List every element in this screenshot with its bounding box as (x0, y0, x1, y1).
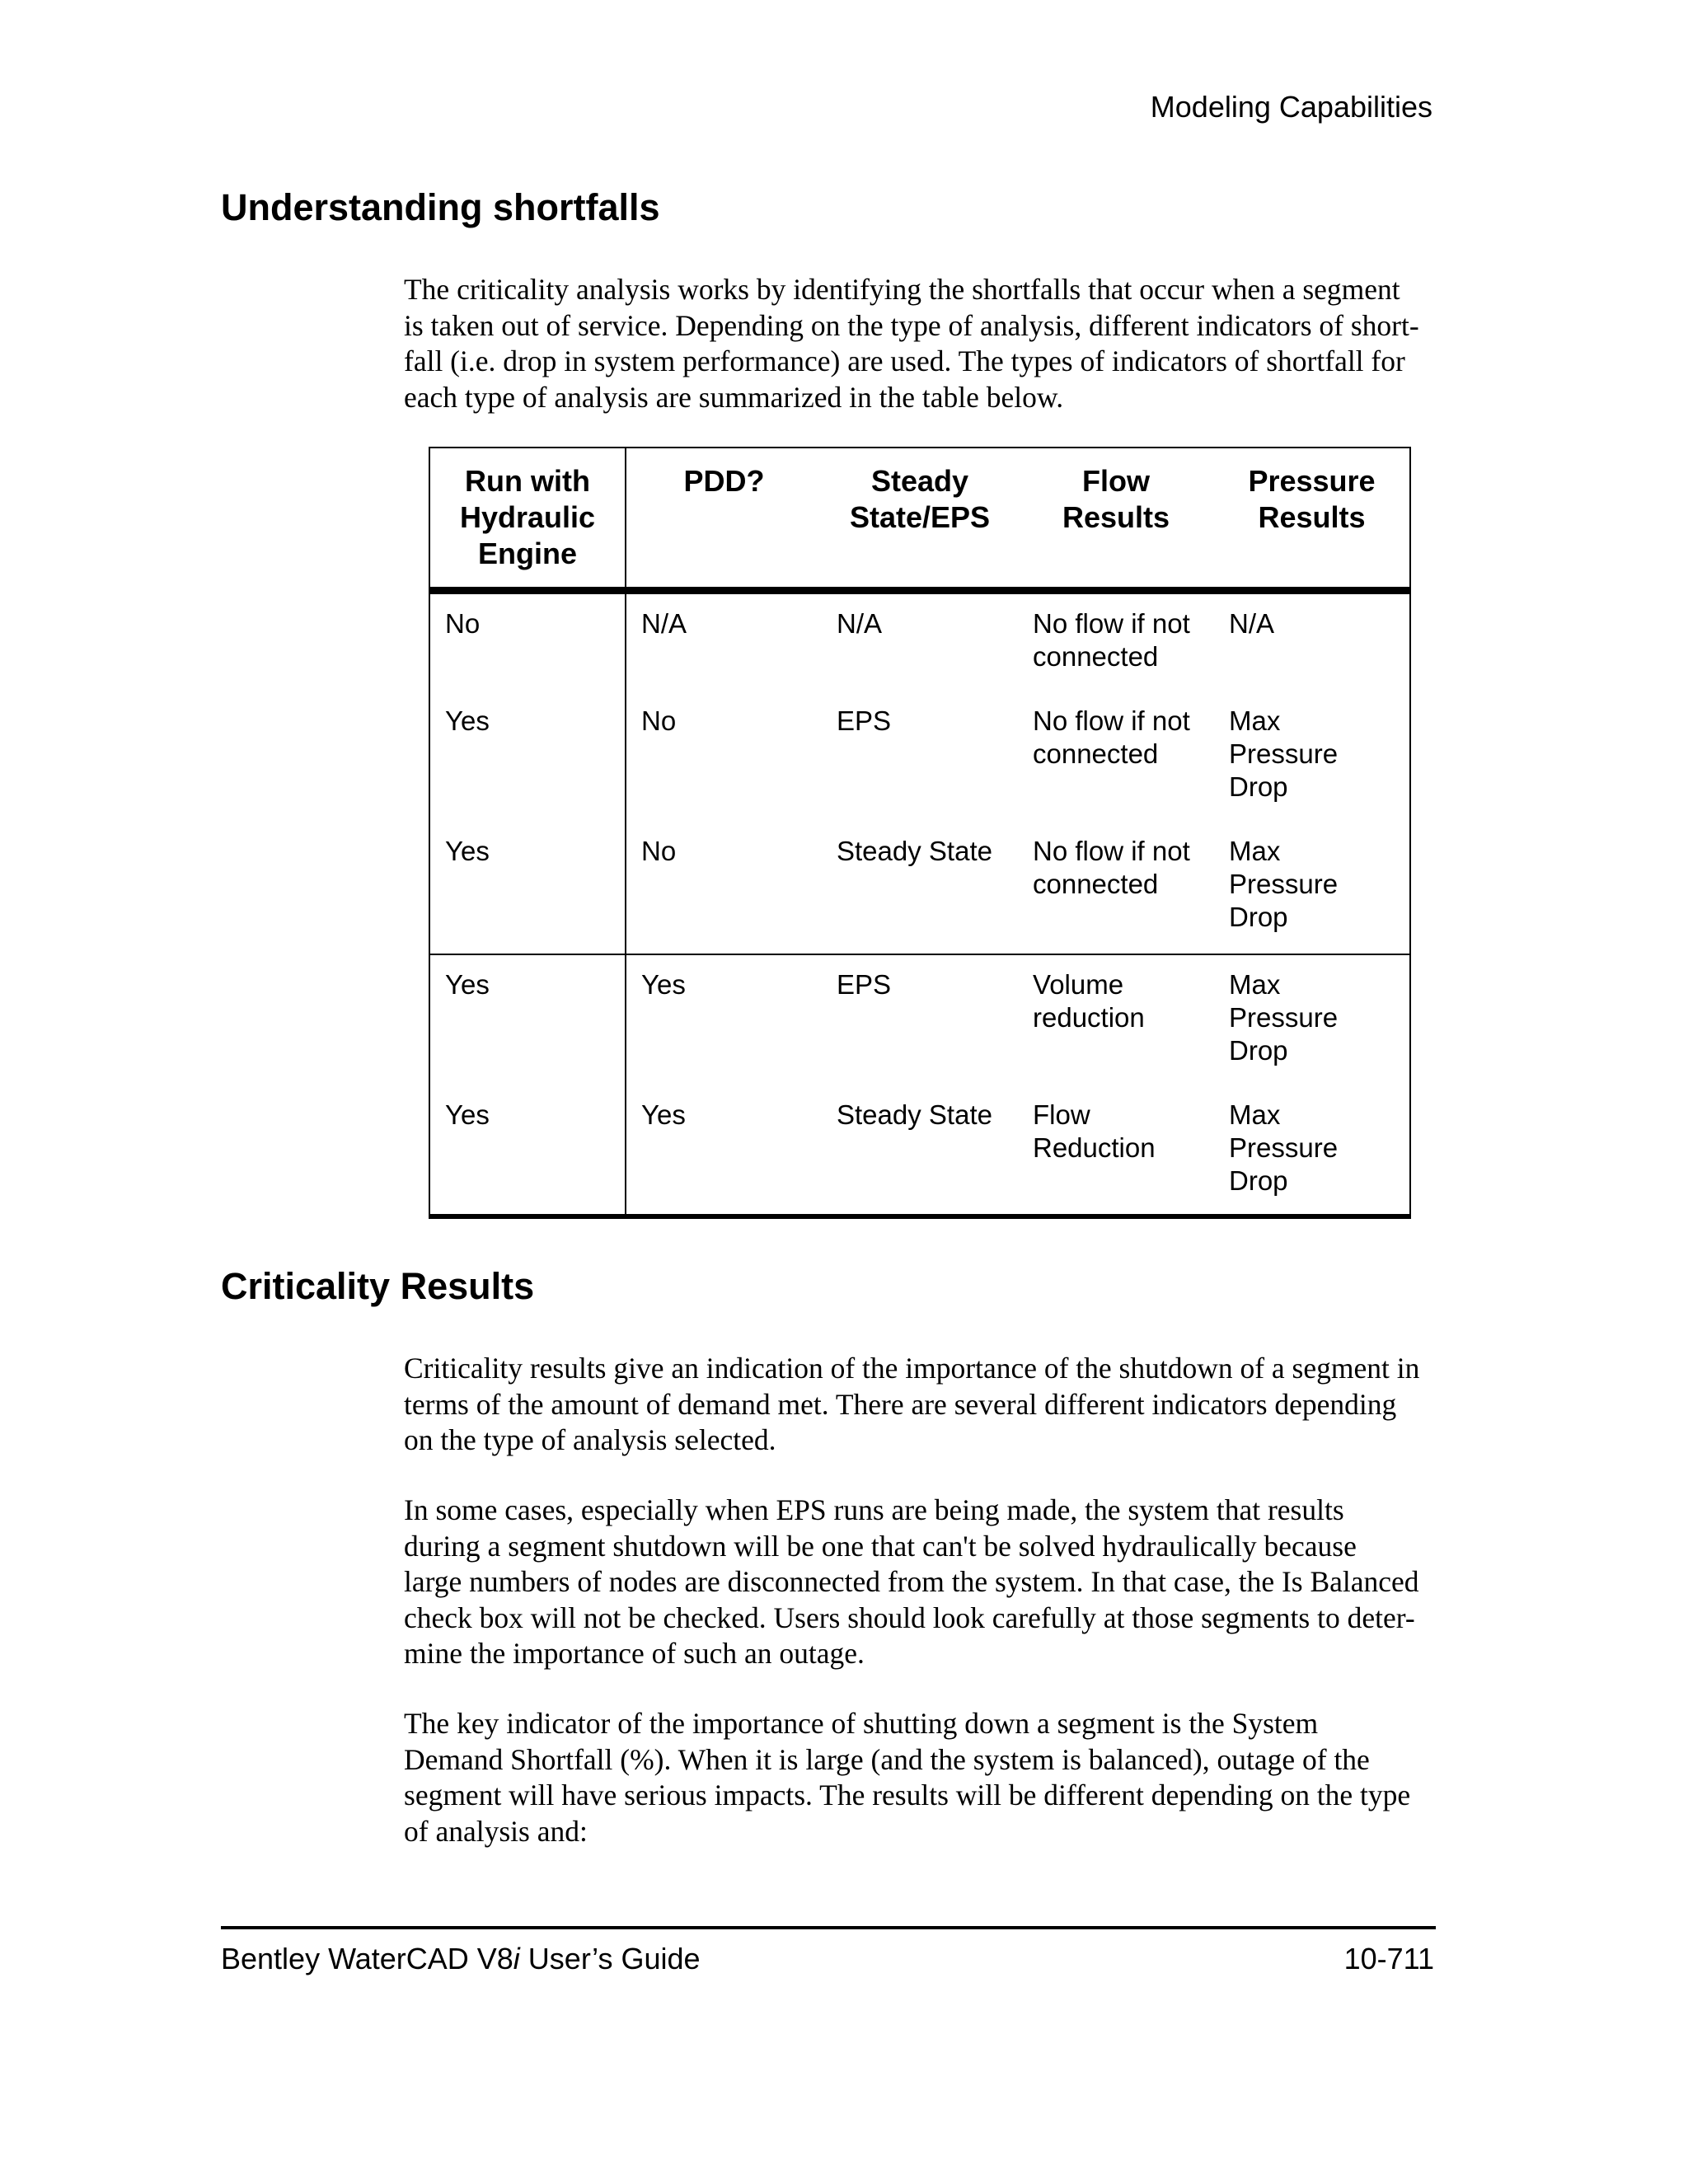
criticality-paragraph-1: Criticality results give an indication of the importance of the shutdown of a segment in terms of the amount of demand met. There are several different indicators depending on the type of analysis selected. (404, 1352, 1420, 1456)
table-cell: Yes (641, 1099, 686, 1130)
table-cell: Yes (429, 691, 626, 822)
footer-page-number: 10-711 (1343, 1942, 1434, 1975)
table-cell: No flow if not connected (1033, 608, 1190, 672)
shortfall-indicators-table (429, 447, 1411, 1219)
table-cell: Max Pressure Drop (1214, 822, 1410, 954)
criticality-paragraph-2: In some cases, especially when EPS runs are being made, the system that results during a segment shutdown will be one that can't be solved hydraulically because large numbers of nodes are disconnected from the system. In that case, the Is Balanced check box will not be checked. Users should look carefully at those segments to deter- mine the importance of such an outage. (404, 1493, 1419, 1670)
table-row (429, 954, 1410, 1085)
table-cell: Volume reduction (1033, 969, 1145, 1033)
table-cell: Steady State (822, 822, 1018, 954)
section-heading-understanding-shortfalls: Understanding shortfalls (221, 186, 660, 228)
header-steady-state-eps: Steady State/EPS (822, 448, 1018, 591)
table-cell: N/A (1229, 608, 1275, 639)
table-header-row (429, 448, 1410, 591)
table-cell: Yes (429, 822, 626, 954)
table-row (429, 591, 1410, 692)
table-cell: N/A (641, 608, 687, 639)
header-pdd: PDD? (626, 448, 822, 591)
criticality-paragraph-3: The key indicator of the importance of shutting down a segment is the System Demand Shortfall (%). When it is large (and the system is balanced), outage of the segment will have serious impacts. The results will be different depending on the type of analysis and: (404, 1707, 1411, 1848)
table-cell: N/A (837, 608, 883, 639)
header-pressure-results: Pressure Results (1214, 448, 1410, 591)
intro-paragraph: The criticality analysis works by identifying the shortfalls that occur when a segment is taken out of service. Depending on the type of analysis, different indicators of short- fall (i.e. drop in system performance) are used. The types of indicators of shortfall for each type of analysis are summarized in the table below. (404, 273, 1419, 414)
running-header: Modeling Capabilities (1150, 90, 1432, 124)
table-cell: Max Pressure Drop (1229, 969, 1339, 1066)
table-cell: Max Pressure Drop (1229, 1099, 1339, 1196)
table-cell: No flow if not connected (1033, 705, 1190, 769)
table-cell: Max Pressure Drop (1229, 705, 1339, 802)
table-cell: No (641, 705, 677, 736)
table-cell: No (429, 591, 626, 692)
table-cell: No (626, 822, 822, 954)
table-cell: Yes (429, 954, 626, 1085)
section-heading-criticality-results: Criticality Results (221, 1265, 535, 1307)
table-cell: EPS (837, 969, 892, 1000)
header-run-with-hydraulic-engine: Run with Hydraulic Engine (429, 448, 626, 591)
footer-guide-title: Bentley WaterCAD V8i User’s Guide (221, 1942, 701, 1975)
table-cell: Flow Reduction (1033, 1099, 1156, 1163)
shortfall-indicators-table-container (429, 447, 1409, 1208)
table-row (429, 1085, 1410, 1216)
footer-divider (221, 1926, 1436, 1929)
table-cell: No flow if not connected (1018, 822, 1214, 954)
table-cell: Steady State (837, 1099, 992, 1130)
table-row (429, 691, 1410, 822)
table-cell: Yes (429, 1085, 626, 1216)
table-cell: EPS (837, 705, 892, 736)
table-cell: Yes (641, 969, 686, 1000)
table-row (429, 822, 1410, 954)
header-flow-results: Flow Results (1018, 448, 1214, 591)
